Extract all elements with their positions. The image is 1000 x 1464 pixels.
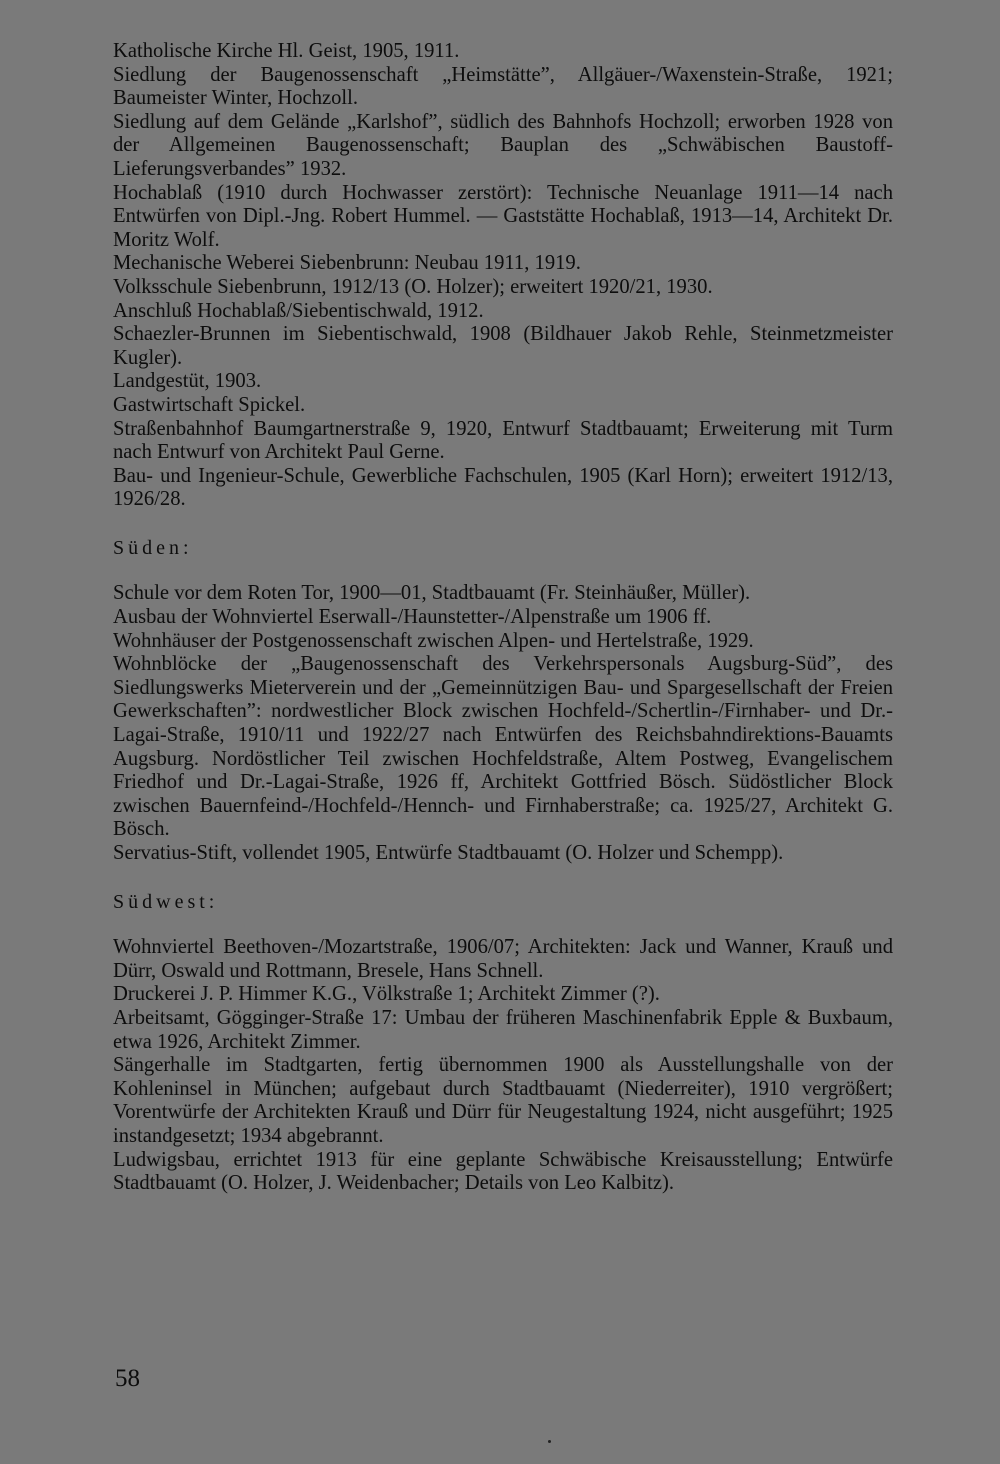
entry-paragraph: Bau- und Ingenieur-Schule, Gewerbliche Fachschulen, 1905 (Karl Horn); erweitert 1912/13, 1926/28. (113, 464, 893, 511)
entry-paragraph: Wohnhäuser der Postgenossenschaft zwischen Alpen- und Hertelstraße, 1929. (113, 629, 754, 652)
entry-paragraph: Druckerei J. P. Himmer K.G., Völkstraße 1; Architekt Zimmer (?). (113, 983, 660, 1006)
entry-paragraph: Arbeitsamt, Gögginger-Straße 17: Umbau der früheren Maschinenfabrik Epple & Buxbaum, etwa 1926, Architekt Zimmer. (113, 1006, 893, 1053)
section (113, 537, 893, 866)
print-speck (548, 1440, 551, 1443)
page-number: 58 (115, 1365, 140, 1392)
text-column (113, 40, 893, 1196)
entry-paragraph: Mechanische Weberei Siebenbrunn: Neubau 1911, 1919. (113, 252, 581, 275)
entry-paragraph: Anschluß Hochablaß/Siebentischwald, 1912. (113, 299, 484, 322)
entry-paragraph: Straßenbahnhof Baumgartnerstraße 9, 1920, Entwurf Stadtbauamt; Erweiterung mit Turm nach Entwurf von Architekt Paul Gerne. (113, 417, 893, 464)
section (113, 891, 893, 1196)
entry-paragraph: Siedlung auf dem Gelände „Karlshof”, südlich des Bahnhofs Hochzoll; erworben 1928 von der Allgemeinen Baugenossenschaft; Bauplan des „Schwäbischen Baustoff-Lieferungsverbandes” 1932. (113, 110, 893, 180)
entry-paragraph: Siedlung der Baugenossenschaft „Heimstätte”, Allgäuer-/Waxenstein-Straße, 1921; Baumeister Winter, Hochzoll. (113, 63, 893, 110)
entry-paragraph: Wohnblöcke der „Baugenossenschaft des Verkehrspersonals Augsburg-Süd”, des Siedlungswerks Mieterverein und der „Gemeinnützigen Bau- und Spargesellschaft der Freien Gewerkschaften”: nordwestlicher Block zwischen Hochfeld-/Schertlin-/Firnhaber- und Dr.-Lagai-Straße, 1910/11 und 1922/27 nach Entwürfen des Reichsbahndirektions-Bauamts Augsburg. Nordöstlicher Teil zwischen Hochfeldstraße, Altem Postweg, Evangelischem Friedhof und Dr.-Lagai-Straße, 1926 ff, Architekt Gottfried Bösch. Südöstlicher Block zwischen Bauernfeind-/Hochfeld-/Hennch- und Firnhaberstraße; ca. 1925/27, Architekt G. Bösch. (113, 653, 893, 841)
entry-paragraph: Landgestüt, 1903. (113, 370, 262, 393)
entry-paragraph: Hochablaß (1910 durch Hochwasser zerstört): Technische Neuanlage 1911—14 nach Entwürfen von Dipl.-Jng. Robert Hummel. — Gaststätte Hochablaß, 1913—14, Architekt Dr. Moritz Wolf. (113, 181, 893, 251)
section (113, 40, 893, 512)
entry-paragraph: Wohnviertel Beethoven-/Mozartstraße, 1906/07; Architekten: Jack und Wanner, Krauß und Dürr, Oswald und Rottmann, Bresele, Hans Schnell. (113, 936, 893, 982)
entry-paragraph: Servatius-Stift, vollendet 1905, Entwürfe Stadtbauamt (O. Holzer und Schempp). (113, 842, 784, 864)
entry-paragraph: Schaezler-Brunnen im Siebentischwald, 1908 (Bildhauer Jakob Rehle, Steinmetzmeister Kugler). (113, 323, 893, 369)
entry-paragraph: Ludwigsbau, errichtet 1913 für eine geplante Schwäbische Kreisausstellung; Entwürfe Stadtbauamt (O. Holzer, J. Weidenbacher; Details von Leo Kalbitz). (113, 1148, 893, 1195)
entry-paragraph: Volksschule Siebenbrunn, 1912/13 (O. Holzer); erweitert 1920/21, 1930. (113, 275, 713, 298)
entry-paragraph: Katholische Kirche Hl. Geist, 1905, 1911. (113, 40, 460, 62)
entry-paragraph: Schule vor dem Roten Tor, 1900—01, Stadtbauamt (Fr. Steinhäußer, Müller). (113, 582, 751, 605)
entry-paragraph: Sängerhalle im Stadtgarten, fertig übernommen 1900 als Ausstellungshalle von der Kohleninsel in München; aufgebaut durch Stadtbauamt (Niederreiter), 1910 vergrößert; Vorentwürfe der Architekten Krauß und Dürr für Neugestaltung 1924, nicht ausgeführt; 1925 instandgesetzt; 1934 abgebrannt. (113, 1054, 893, 1147)
section-heading: Süden: (113, 536, 193, 559)
section-heading: Südwest: (113, 890, 219, 913)
entry-paragraph: Ausbau der Wohnviertel Eserwall-/Haunstetter-/Alpenstraße um 1906 ff. (113, 606, 712, 629)
entry-paragraph: Gastwirtschaft Spickel. (113, 393, 306, 416)
